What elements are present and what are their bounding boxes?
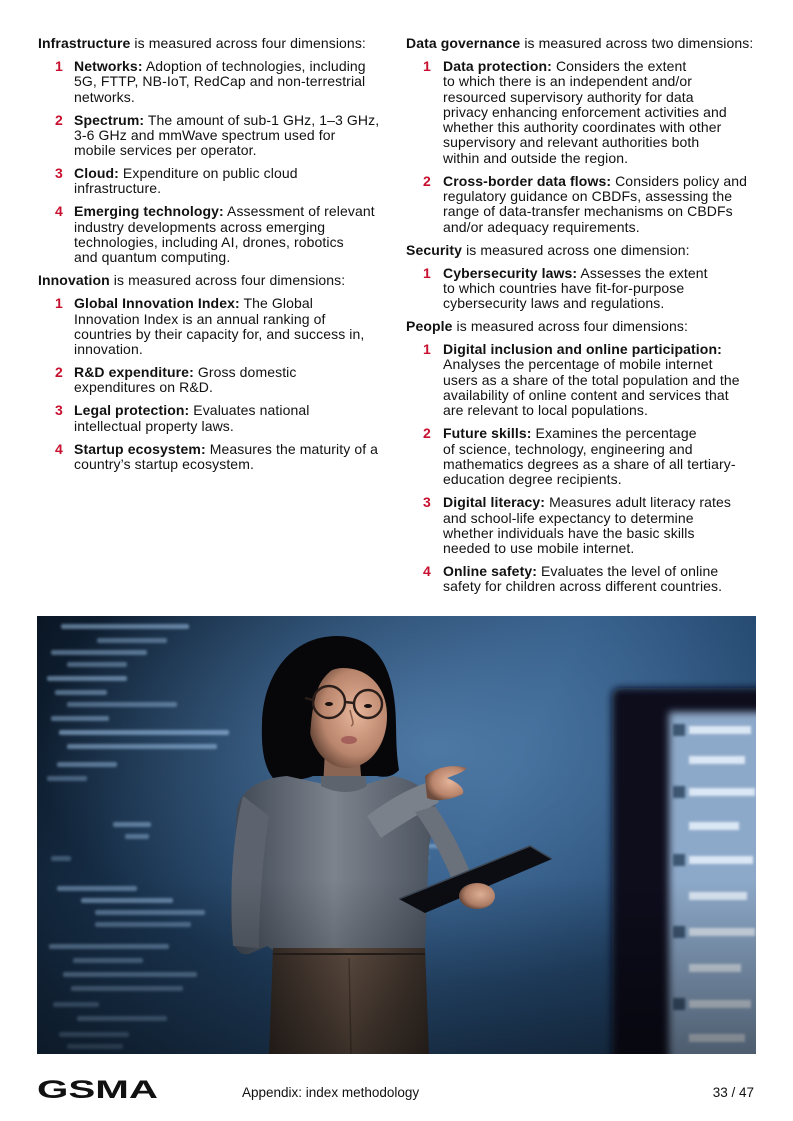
dimension-line: within and outside the region. (443, 149, 629, 166)
dimension-item (406, 59, 766, 166)
dimension-item (406, 495, 766, 556)
dimension-label: Digital inclusion and online participation: (443, 341, 722, 358)
dimension-line: Considers policy and (615, 172, 748, 189)
dimension-line: Considers the extent (555, 57, 687, 74)
dimension-label: Cross-border data flows: (443, 172, 612, 189)
section-heading (406, 36, 766, 51)
dimension-line: Assessment of relevant (227, 203, 375, 220)
dimension-number: 2 (423, 172, 431, 189)
dimension-line: mobile services per operator. (74, 142, 257, 159)
section-heading-text: is measured across two dimensions: (524, 35, 754, 51)
dimension-line: needed to use mobile internet. (443, 540, 635, 557)
dimension-number: 1 (55, 295, 63, 312)
dimension-line: intellectual property laws. (74, 417, 234, 434)
dimension-label: Startup ecosystem: (74, 440, 206, 457)
dimension-label: Cybersecurity laws: (443, 264, 578, 281)
dimension-line: 3-6 GHz and mmWave spectrum used for (74, 126, 336, 143)
dimension-line: availability of online content and services that (443, 387, 729, 404)
dimension-line: cybersecurity laws and regulations. (443, 295, 665, 312)
dimension-number: 3 (55, 165, 63, 182)
dimension-number: 2 (55, 364, 63, 381)
dimension-text (74, 59, 400, 105)
right-column (406, 36, 766, 602)
gsma-logo (37, 1079, 158, 1100)
dimension-number: 2 (423, 425, 431, 442)
dimension-item (38, 296, 400, 357)
dimension-text (443, 564, 765, 595)
dimension-label: Spectrum: (74, 111, 145, 128)
dimension-line: Gross domestic (197, 364, 297, 381)
dimension-line: Expenditure on public cloud (122, 165, 298, 182)
dimension-text (74, 442, 400, 473)
dimension-item (406, 266, 766, 312)
dimension-line: supervisory and relevant authorities both (443, 134, 700, 151)
dimension-label: Cloud: (74, 165, 119, 182)
dimension-number: 3 (423, 494, 431, 511)
dimension-text (443, 59, 765, 166)
dimension-text (74, 296, 400, 357)
dimension-line: to which there is an independent and/or (443, 73, 693, 90)
section-heading-text: is measured across four dimensions: (113, 272, 346, 289)
dimension-line: Measures adult literacy rates (549, 494, 731, 511)
dimension-line: networks. (74, 88, 135, 105)
dimension-line: Measures the maturity of a (209, 440, 379, 457)
dimension-label: Global Innovation Index: (74, 295, 240, 312)
dimension-label: R&D expenditure: (74, 364, 194, 381)
dimension-line: Evaluates national (193, 402, 310, 419)
dimension-line: Evaluates the level of online (540, 563, 719, 580)
section-heading-term: Innovation (38, 272, 110, 289)
section-heading (406, 319, 766, 334)
section-heading-term: People (406, 318, 453, 335)
dimension-item (406, 174, 766, 235)
section-heading-text: is measured across four dimensions: (134, 35, 366, 51)
dimension-line: range of data-transfer mechanisms on CBDFs (443, 203, 733, 220)
dimension-line: innovation. (74, 341, 143, 358)
dimension-line: Examines the percentage (535, 425, 697, 442)
dimension-line: regulatory guidance on CBDFs, assessing the (443, 188, 733, 205)
dimension-line: mathematics degrees as a share of all tertiary- (443, 455, 736, 472)
dimension-label: Digital literacy: (443, 494, 546, 511)
dimension-label: Legal protection: (74, 402, 190, 419)
dimension-number: 4 (55, 440, 63, 457)
presenter-photo (37, 616, 756, 1054)
dimension-text (74, 166, 400, 197)
dimension-text (74, 204, 400, 265)
dimension-item (38, 204, 400, 265)
section-heading (38, 273, 400, 288)
dimension-line: privacy enhancing enforcement activities and (443, 103, 727, 120)
dimension-line: Analyses the percentage of mobile internet (443, 356, 713, 373)
dimension-text (443, 174, 765, 235)
section-heading-text: is measured across four dimensions: (456, 318, 689, 335)
dimension-text (74, 365, 400, 396)
dimension-line: and quantum computing. (74, 249, 231, 266)
dimension-item (38, 113, 400, 159)
dimension-text (74, 403, 400, 434)
section-heading-text: is measured across one dimension: (466, 241, 690, 258)
dimension-text (443, 495, 765, 556)
dimension-number: 2 (55, 111, 63, 128)
dimension-line: countries by their capacity for, and success in, (74, 325, 365, 342)
gsma-logo-text: GSMA (37, 1079, 158, 1100)
dimension-line: whether individuals have the basic skills (443, 524, 695, 541)
presenter-photo-illustration (37, 616, 756, 1054)
dimension-line: and/or adequacy requirements. (443, 218, 640, 235)
dimension-number: 4 (55, 203, 63, 220)
dimension-number: 4 (423, 563, 431, 580)
dimension-number: 1 (55, 57, 63, 74)
dimension-line: users as a share of the total population and the (443, 371, 740, 388)
dimension-line: resourced supervisory authority for data (443, 88, 694, 105)
dimension-line: education degree recipients. (443, 471, 622, 488)
dimension-number: 1 (423, 264, 431, 281)
dimension-line: Adoption of technologies, including (145, 57, 366, 74)
dimension-item (38, 166, 400, 197)
dimension-item (406, 342, 766, 418)
dimension-item (38, 403, 400, 434)
dimension-line: safety for children across different countries. (443, 578, 723, 595)
dimension-item (406, 426, 766, 487)
dimension-line: Assesses the extent (580, 264, 708, 281)
dimension-line: of science, technology, engineering and (443, 440, 693, 457)
footer-section-label: Appendix: index methodology (242, 1085, 420, 1100)
dimension-text (74, 113, 400, 159)
section-heading-term: Data governance (406, 35, 521, 51)
floor-shade (37, 616, 756, 1054)
dimension-line: are relevant to local populations. (443, 402, 648, 419)
dimension-item (38, 442, 400, 473)
dimension-line: infrastructure. (74, 180, 162, 197)
dimension-label: Networks: (74, 57, 143, 74)
dimension-number: 1 (423, 341, 431, 358)
section-heading-term: Infrastructure (38, 35, 131, 51)
dimension-line: Innovation Index is an annual ranking of (74, 310, 326, 327)
page-number: 33 / 47 (712, 1085, 754, 1100)
dimension-item (38, 365, 400, 396)
dimension-line: The amount of sub-1 GHz, 1–3 GHz, (147, 111, 380, 128)
dimension-line: technologies, including AI, drones, robotics (74, 234, 344, 251)
dimension-line: The Global (243, 295, 313, 312)
dimension-label: Data protection: (443, 57, 552, 74)
dimension-label: Emerging technology: (74, 203, 224, 220)
dimension-item (406, 564, 766, 595)
dimension-line: 5G, FTTP, NB-IoT, RedCap and non-terrestrial (74, 73, 366, 90)
dimension-line: and school-life expectancy to determine (443, 509, 694, 526)
dimension-number: 3 (55, 402, 63, 419)
dimension-text (443, 342, 765, 418)
section-heading-term: Security (406, 241, 463, 258)
section-heading (38, 36, 400, 51)
dimension-text (443, 266, 765, 312)
dimension-line: country’s startup ecosystem. (74, 456, 254, 473)
dimension-item (38, 59, 400, 105)
dimension-number: 1 (423, 57, 431, 74)
dimension-label: Future skills: (443, 425, 532, 442)
left-column (38, 36, 400, 480)
dimension-text (443, 426, 765, 487)
dimension-label: Online safety: (443, 563, 537, 580)
dimension-line: to which countries have fit-for-purpose (443, 279, 685, 296)
dimension-line: whether this authority coordinates with other (443, 119, 722, 136)
dimension-line: industry developments across emerging (74, 218, 326, 235)
section-heading (406, 243, 766, 258)
dimension-line: expenditures on R&D. (74, 379, 213, 396)
